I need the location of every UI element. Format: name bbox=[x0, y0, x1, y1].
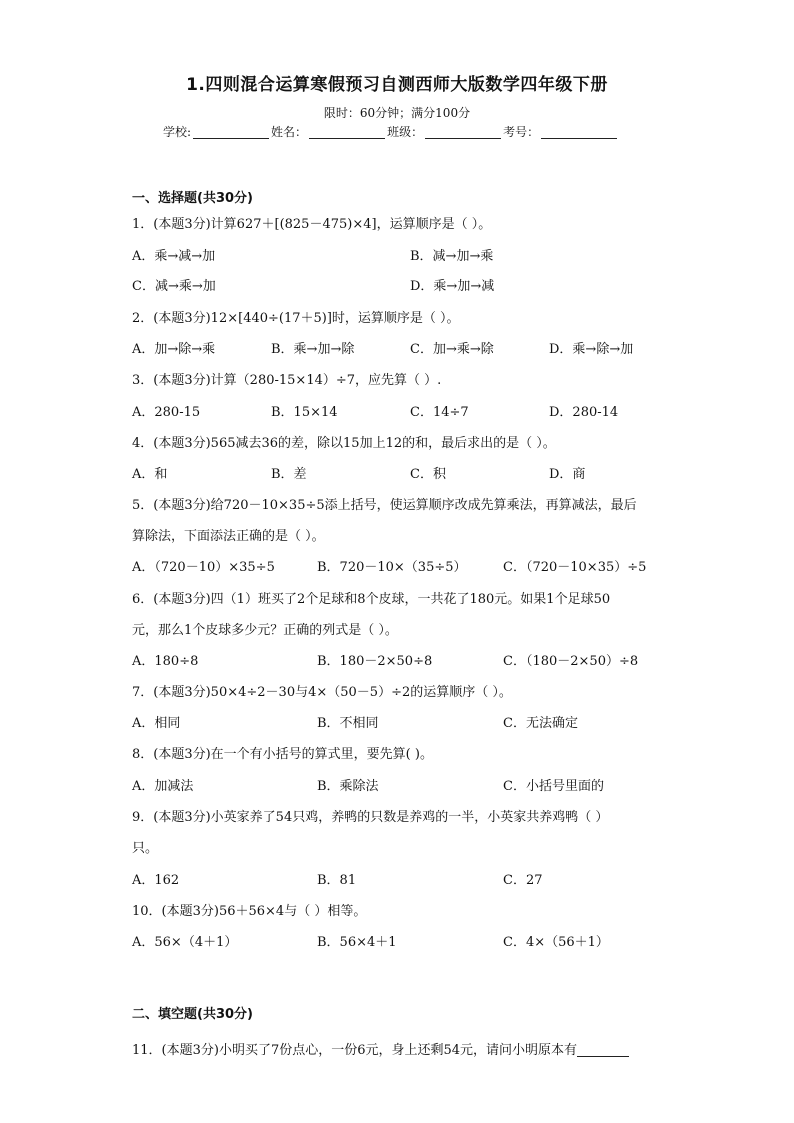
question-10-options bbox=[132, 931, 692, 949]
class-label: 班级： bbox=[387, 125, 424, 139]
number-field[interactable] bbox=[541, 126, 617, 139]
option-a[interactable]: A．280-15 bbox=[132, 405, 201, 420]
option-b[interactable]: B．差 bbox=[271, 467, 307, 482]
number-label: 考号： bbox=[503, 125, 540, 139]
option-b[interactable]: B．81 bbox=[317, 873, 357, 888]
question-10: 10．(本题3分)56＋56×4与（ ）相等。 bbox=[132, 904, 367, 919]
option-a[interactable]: A．180÷8 bbox=[132, 654, 199, 669]
question-5-continued: 算除法，下面添法正确的是（ ）。 bbox=[132, 529, 325, 544]
option-d[interactable]: D．商 bbox=[549, 467, 586, 482]
option-c[interactable]: C．加→乘→除 bbox=[410, 342, 494, 357]
option-b[interactable]: B．56×4＋1 bbox=[317, 935, 397, 950]
school-label: 学校: bbox=[163, 125, 192, 139]
question-11 bbox=[132, 1039, 629, 1058]
option-b[interactable]: B．720－10×（35÷5） bbox=[317, 560, 467, 575]
option-c[interactable]: C．减→乘→加 bbox=[132, 279, 216, 294]
name-label: 姓名： bbox=[271, 125, 308, 139]
option-c[interactable]: C．27 bbox=[503, 873, 543, 888]
question-9-continued: 只。 bbox=[132, 841, 159, 856]
option-b[interactable]: B．不相同 bbox=[317, 716, 379, 731]
name-field[interactable] bbox=[309, 126, 385, 139]
question-4: 4．(本题3分)565减去36的差，除以15加上12的和，最后求出的是（ ）。 bbox=[132, 436, 556, 451]
option-c[interactable]: C．积 bbox=[410, 467, 446, 482]
option-a[interactable]: A．162 bbox=[132, 873, 180, 888]
question-2-options bbox=[132, 338, 692, 356]
question-5: 5．(本题3分)给720－10×35÷5添上括号，使运算顺序改成先算乘法，再算减法，最后 bbox=[132, 498, 637, 513]
question-6-continued: 元，那么1个皮球多少元？正确的列式是（ ）。 bbox=[132, 623, 398, 638]
question-8-options bbox=[132, 775, 692, 793]
option-a[interactable]: A．56×（4＋1） bbox=[132, 935, 238, 950]
option-c[interactable]: C．（180－2×50）÷8 bbox=[503, 654, 639, 669]
student-info-line bbox=[163, 123, 619, 140]
section-choice-heading: 一、选择题(共30分) bbox=[132, 191, 253, 206]
class-field[interactable] bbox=[425, 126, 501, 139]
section-fill-heading: 二、填空题(共30分) bbox=[132, 1007, 253, 1022]
question-1-options bbox=[132, 245, 692, 263]
option-c[interactable]: C．小括号里面的 bbox=[503, 779, 604, 794]
question-9: 9．(本题3分)小英家养了54只鸡，养鸭的只数是养鸡的一半，小英家共养鸡鸭（ ） bbox=[132, 810, 609, 825]
question-1: 1．(本题3分)计算627＋[(825－475)×4]，运算顺序是（ ）。 bbox=[132, 217, 492, 232]
option-d[interactable]: D．乘→除→加 bbox=[549, 342, 634, 357]
option-a[interactable]: A．（720－10）×35÷5 bbox=[132, 560, 275, 575]
option-b[interactable]: B．减→加→乘 bbox=[410, 249, 494, 264]
question-4-options bbox=[132, 463, 692, 481]
option-b[interactable]: B．180－2×50÷8 bbox=[317, 654, 433, 669]
option-b[interactable]: B．乘→加→除 bbox=[271, 342, 355, 357]
option-a[interactable]: A．相同 bbox=[132, 716, 181, 731]
question-7: 7．(本题3分)50×4÷2－30与4×（50－5）÷2的运算顺序（ ）。 bbox=[132, 685, 512, 700]
option-c[interactable]: C．无法确定 bbox=[503, 716, 578, 731]
school-field[interactable] bbox=[193, 126, 269, 139]
option-a[interactable]: A．加→除→乘 bbox=[132, 342, 216, 357]
question-11-text: 11．(本题3分)小明买了7份点心，一份6元，身上还剩54元，请问小明原本有 bbox=[132, 1043, 578, 1058]
question-9-options bbox=[132, 869, 692, 887]
time-limit: 限时：60分钟；满分100分 bbox=[323, 106, 471, 120]
question-1-options-row2 bbox=[132, 275, 692, 293]
answer-blank[interactable] bbox=[577, 1043, 629, 1057]
option-a[interactable]: A．乘→减→加 bbox=[132, 249, 216, 264]
option-b[interactable]: B．15×14 bbox=[271, 405, 338, 420]
option-b[interactable]: B．乘除法 bbox=[317, 779, 379, 794]
question-3-options bbox=[132, 401, 692, 419]
question-6: 6．(本题3分)四（1）班买了2个足球和8个皮球，一共花了180元。如果1个足球50 bbox=[132, 592, 611, 607]
option-a[interactable]: A．和 bbox=[132, 467, 168, 482]
page-title: 1.四则混合运算寒假预习自测西师大版数学四年级下册 bbox=[186, 75, 608, 95]
option-d[interactable]: D．乘→加→减 bbox=[410, 279, 495, 294]
question-7-options bbox=[132, 712, 692, 730]
question-8: 8．(本题3分)在一个有小括号的算式里，要先算( )。 bbox=[132, 747, 433, 762]
question-2: 2．(本题3分)12×[440÷(17＋5)]时，运算顺序是（ ）。 bbox=[132, 311, 460, 326]
option-d[interactable]: D．280-14 bbox=[549, 405, 619, 420]
question-5-options bbox=[132, 556, 692, 574]
option-c[interactable]: C．14÷7 bbox=[410, 405, 469, 420]
option-c[interactable]: C．（720－10×35）÷5 bbox=[503, 560, 647, 575]
question-6-options bbox=[132, 650, 692, 668]
option-a[interactable]: A．加减法 bbox=[132, 779, 194, 794]
option-c[interactable]: C．4×（56＋1） bbox=[503, 935, 609, 950]
question-3: 3．(本题3分)计算（280-15×14）÷7，应先算（ ）. bbox=[132, 373, 442, 388]
